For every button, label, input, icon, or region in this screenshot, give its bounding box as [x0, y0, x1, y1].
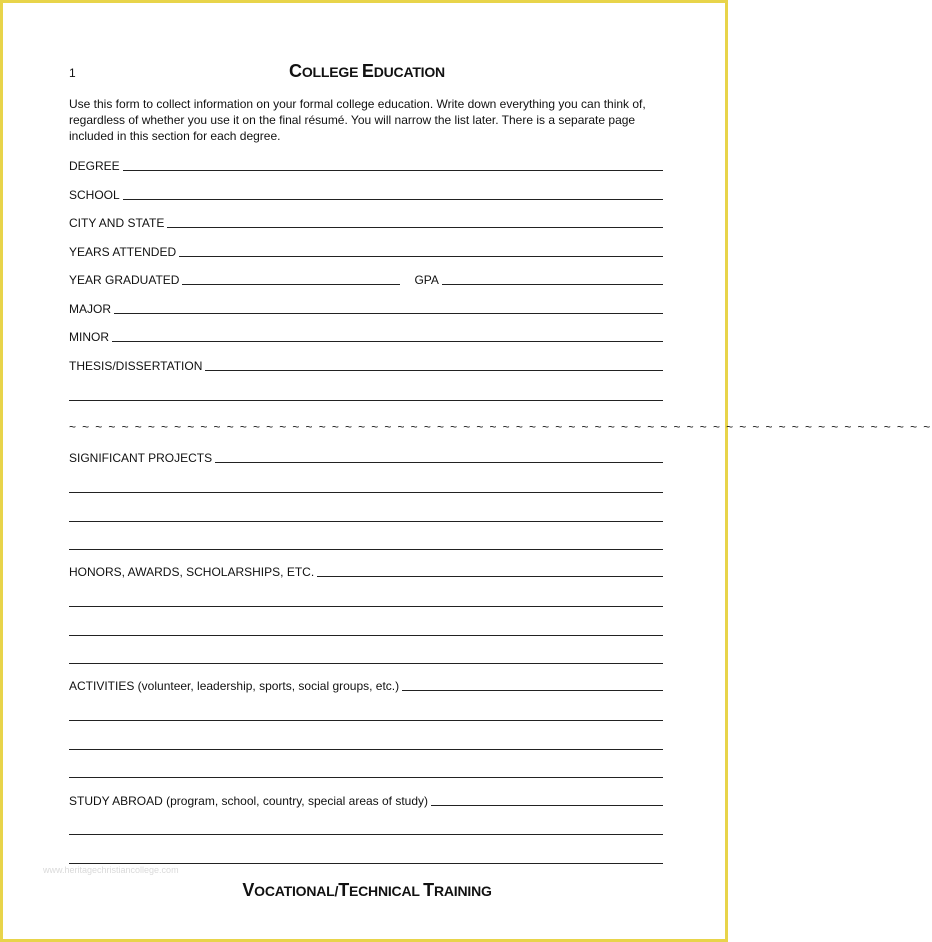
projects-blank-line[interactable]: [69, 549, 663, 550]
study-abroad-field[interactable]: [69, 792, 663, 808]
gpa-label: GPA: [414, 273, 439, 287]
activities-line[interactable]: [402, 690, 663, 691]
gpa-line[interactable]: [442, 284, 663, 285]
activities-blank-line[interactable]: [69, 777, 663, 778]
study-abroad-line[interactable]: [431, 805, 663, 806]
thesis-line[interactable]: [205, 370, 663, 371]
minor-field[interactable]: [69, 328, 663, 344]
major-line[interactable]: [114, 313, 663, 314]
honors-label: HONORS, AWARDS, SCHOLARSHIPS, ETC.: [69, 565, 315, 579]
school-field[interactable]: [69, 186, 663, 202]
page-title: COLLEGE EDUCATION: [289, 61, 445, 81]
degree-line[interactable]: [123, 170, 663, 171]
honors-blank-line[interactable]: [69, 663, 663, 664]
school-line[interactable]: [123, 199, 663, 200]
activities-field[interactable]: [69, 677, 663, 693]
study-abroad-blank-line[interactable]: [69, 834, 663, 835]
city-state-label: CITY AND STATE: [69, 216, 165, 230]
thesis-label: THESIS/DISSERTATION: [69, 359, 203, 373]
years-attended-field[interactable]: [69, 243, 663, 259]
intro-paragraph: Use this form to collect information on your formal college education. Write down everything you can think of, regardless of whether you use it on the final résumé. You will narrow the list later. There is a separate page included in this section for each degree.: [69, 97, 646, 143]
projects-blank-line[interactable]: [69, 492, 663, 493]
degree-field[interactable]: [69, 157, 663, 173]
years-attended-label: YEARS ATTENDED: [69, 245, 177, 259]
activities-blank-line[interactable]: [69, 720, 663, 721]
projects-field[interactable]: [69, 449, 663, 465]
study-abroad-blank-line[interactable]: [69, 863, 663, 864]
school-label: SCHOOL: [69, 188, 120, 202]
minor-label: MINOR: [69, 330, 109, 344]
next-section-title: VOCATIONAL/TECHNICAL TRAINING: [242, 880, 492, 900]
years-attended-line[interactable]: [179, 256, 663, 257]
year-graduated-line[interactable]: [182, 284, 400, 285]
activities-blank-line[interactable]: [69, 749, 663, 750]
minor-line[interactable]: [112, 341, 663, 342]
section-separator: ~ ~ ~ ~ ~ ~ ~ ~ ~ ~ ~ ~ ~ ~ ~ ~ ~ ~ ~ ~ ~ ~ ~ ~ ~ ~ ~ ~ ~ ~ ~ ~ ~ ~ ~ ~ ~ ~ ~ ~ ~ ~ ~ ~ ~ ~ ~ ~ ~ ~ ~ ~ ~ ~ ~ ~ ~ ~ ~ ~ ~ ~ ~ ~ ~ ~: [69, 420, 932, 434]
major-label: MAJOR: [69, 302, 111, 316]
year-graduated-label: YEAR GRADUATED: [69, 273, 180, 287]
honors-blank-line[interactable]: [69, 606, 663, 607]
city-state-line[interactable]: [167, 227, 663, 228]
degree-label: DEGREE: [69, 159, 120, 173]
page-number: 1: [69, 66, 76, 80]
thesis-field[interactable]: [69, 357, 663, 373]
city-state-field[interactable]: [69, 214, 663, 230]
projects-label: SIGNIFICANT PROJECTS: [69, 451, 213, 465]
projects-blank-line[interactable]: [69, 521, 663, 522]
activities-label: ACTIVITIES (volunteer, leadership, sports, social groups, etc.): [69, 679, 400, 693]
honors-field[interactable]: [69, 563, 663, 579]
year-graduated-gpa-row: [69, 271, 663, 287]
major-field[interactable]: [69, 300, 663, 316]
watermark: www.heritagechristiancollege.com: [43, 865, 179, 875]
thesis-blank-line[interactable]: [69, 400, 663, 401]
honors-line[interactable]: [317, 576, 663, 577]
projects-line[interactable]: [215, 462, 663, 463]
study-abroad-label: STUDY ABROAD (program, school, country, special areas of study): [69, 794, 429, 808]
honors-blank-line[interactable]: [69, 635, 663, 636]
